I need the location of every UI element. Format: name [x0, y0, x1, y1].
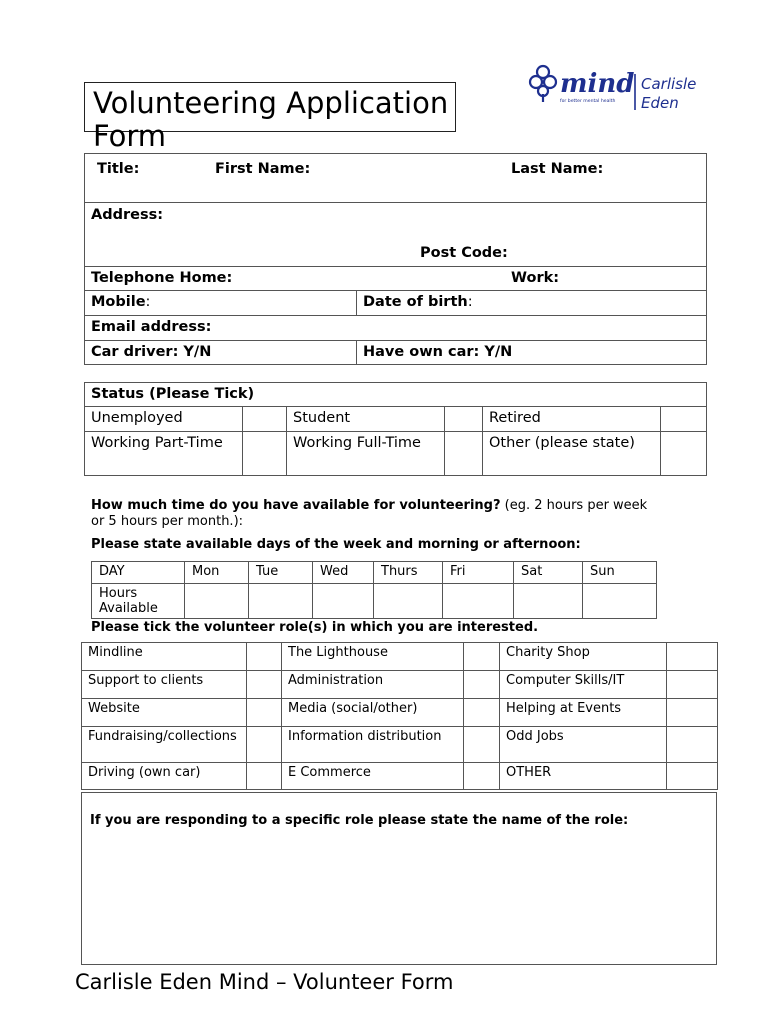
role-tick-box[interactable] — [247, 643, 282, 671]
status-tick-box[interactable] — [243, 407, 287, 432]
role-tick-box[interactable] — [247, 727, 282, 763]
address-row[interactable] — [85, 203, 707, 267]
name-row[interactable] — [85, 154, 707, 203]
hours-cell[interactable] — [514, 584, 583, 619]
day-header: Thurs — [374, 562, 443, 584]
role-tick-box[interactable] — [247, 699, 282, 727]
car-driver-label: Car driver: Y/N — [91, 344, 212, 360]
hours-available-label: Hours Available — [92, 584, 185, 619]
mobile-label: Mobile — [91, 294, 146, 310]
role-tick-box[interactable] — [247, 763, 282, 790]
status-tick-box[interactable] — [661, 407, 707, 432]
availability-question-bold: How much time do you have available for volunteering? — [91, 498, 501, 513]
day-header: Wed — [313, 562, 374, 584]
role-label: Charity Shop — [500, 643, 667, 671]
email-row[interactable] — [85, 316, 707, 341]
role-tick-box[interactable] — [667, 643, 718, 671]
role-tick-box[interactable] — [667, 699, 718, 727]
mobile-cell[interactable]: Mobile: — [85, 291, 357, 316]
specific-role-box[interactable] — [81, 792, 717, 965]
status-tick-box[interactable] — [243, 432, 287, 476]
status-option-label: Working Full-Time — [287, 432, 445, 476]
role-label: Mindline — [82, 643, 247, 671]
status-tick-box[interactable] — [661, 432, 707, 476]
status-option-label: Unemployed — [85, 407, 243, 432]
personal-details-table — [84, 153, 707, 365]
role-label: Support to clients — [82, 671, 247, 699]
hours-cell[interactable] — [185, 584, 249, 619]
days-table — [91, 561, 657, 619]
status-heading: Status (Please Tick) — [85, 383, 707, 407]
email-label: Email address: — [91, 319, 212, 335]
role-tick-box[interactable] — [464, 763, 500, 790]
role-tick-box[interactable] — [464, 699, 500, 727]
role-label: OTHER — [500, 763, 667, 790]
role-label: Information distribution — [282, 727, 464, 763]
form-title: Volunteering Application Form — [93, 86, 449, 153]
availability-question — [91, 498, 651, 530]
roles-prompt: Please tick the volunteer role(s) in which you are interested. — [91, 620, 539, 635]
hours-cell[interactable] — [313, 584, 374, 619]
own-car-cell[interactable] — [357, 341, 707, 365]
telephone-row[interactable] — [85, 267, 707, 291]
day-header: Tue — [249, 562, 313, 584]
svg-text:Carlisle: Carlisle — [641, 75, 697, 93]
role-label: Driving (own car) — [82, 763, 247, 790]
dob-cell[interactable]: Date of birth: — [357, 291, 707, 316]
days-prompt: Please state available days of the week and morning or afternoon: — [91, 537, 581, 552]
own-car-label: Have own car: Y/N — [363, 344, 513, 360]
role-label: Fundraising/collections — [82, 727, 247, 763]
work-phone-label: Work: — [511, 270, 560, 286]
role-tick-box[interactable] — [464, 671, 500, 699]
role-label: Computer Skills/IT — [500, 671, 667, 699]
status-tick-box[interactable] — [445, 407, 483, 432]
role-tick-box[interactable] — [464, 727, 500, 763]
role-tick-box[interactable] — [667, 671, 718, 699]
role-label: The Lighthouse — [282, 643, 464, 671]
role-tick-box[interactable] — [247, 671, 282, 699]
hours-cell[interactable] — [443, 584, 514, 619]
day-header: Sat — [514, 562, 583, 584]
svg-text:mind: mind — [560, 69, 635, 99]
role-tick-box[interactable] — [464, 643, 500, 671]
title-label: Title: — [97, 161, 140, 177]
role-tick-box[interactable] — [667, 727, 718, 763]
day-header: Fri — [443, 562, 514, 584]
svg-text:Eden: Eden — [641, 94, 679, 112]
role-label: Odd Jobs — [500, 727, 667, 763]
form-title-box — [84, 82, 456, 153]
roles-table — [81, 642, 718, 790]
footer-text: Carlisle Eden Mind – Volunteer Form — [75, 970, 454, 994]
day-header: Mon — [185, 562, 249, 584]
car-driver-cell[interactable] — [85, 341, 357, 365]
status-option-label: Working Part-Time — [85, 432, 243, 476]
last-name-label: Last Name: — [511, 161, 604, 177]
day-header: Sun — [583, 562, 657, 584]
hours-cell[interactable] — [583, 584, 657, 619]
role-label: Administration — [282, 671, 464, 699]
address-label: Address: — [91, 207, 164, 223]
role-label: Helping at Events — [500, 699, 667, 727]
specific-role-prompt: If you are responding to a specific role please state the name of the role: — [90, 813, 629, 828]
telephone-home-label: Telephone Home: — [91, 270, 233, 286]
hours-cell[interactable] — [374, 584, 443, 619]
role-label: E Commerce — [282, 763, 464, 790]
mind-logo — [526, 58, 706, 116]
status-table — [84, 382, 707, 476]
first-name-label: First Name: — [215, 161, 311, 177]
post-code-label: Post Code: — [420, 245, 508, 261]
dob-label: Date of birth — [363, 294, 468, 310]
status-tick-box[interactable] — [445, 432, 483, 476]
flower-icon — [530, 66, 556, 102]
status-option-label: Other (please state) — [483, 432, 661, 476]
svg-text:for better mental health: for better mental health — [560, 99, 616, 104]
day-header: DAY — [92, 562, 185, 584]
status-option-label: Student — [287, 407, 445, 432]
role-label: Website — [82, 699, 247, 727]
availability-question-rest: (eg. 2 hours per week or 5 hours per month.): — [91, 498, 648, 529]
role-label: Media (social/other) — [282, 699, 464, 727]
status-option-label: Retired — [483, 407, 661, 432]
role-tick-box[interactable] — [667, 763, 718, 790]
hours-cell[interactable] — [249, 584, 313, 619]
